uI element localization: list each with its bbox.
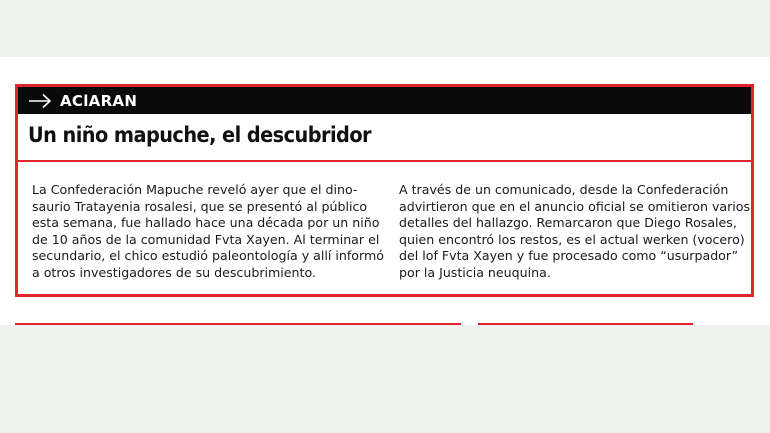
- text-line: La Confederación Mapuche reveló ayer que el dino-: [32, 182, 358, 197]
- kicker-bar: [18, 87, 751, 114]
- text-column-right: [399, 182, 751, 282]
- text-line: del lof Fvta Xayen y fue procesado como “usurpador”: [399, 248, 739, 264]
- headline-divider: [18, 160, 751, 162]
- text-line: esta semana, fue hallado hace una década por un niño: [32, 215, 380, 231]
- sidebar-box: [15, 84, 754, 297]
- text-line: de 10 años de la comunidad Fvta Xayen. Al terminar el: [32, 231, 380, 247]
- section-rule-right: [478, 323, 693, 325]
- kicker-label: AClARAN: [60, 91, 138, 110]
- text-line: por la Justicia neuquina.: [399, 264, 551, 280]
- text-column-left: [32, 182, 384, 282]
- section-rule-left: [15, 323, 461, 325]
- text-line: secundario, el chico estudió paleontología y allí informó: [32, 248, 384, 264]
- text-line: A través de un comunicado, desde la Confederación: [399, 182, 729, 197]
- text-line: detalles del hallazgo. Remarcaron que Diego Rosales,: [399, 215, 737, 231]
- text-line: a otros investigadores de su descubrimiento.: [32, 264, 316, 280]
- arrow-right-icon: [28, 93, 52, 109]
- text-line: advirtieron que en el anuncio oficial se omitieron varios: [399, 198, 751, 214]
- headline: Un niño mapuche, el descubridor: [28, 123, 372, 147]
- text-line: quien encontró los restos, es el actual werken (vocero): [399, 231, 745, 247]
- text-line: saurio Tratayenia rosalesi, que se presentó al público: [32, 198, 368, 214]
